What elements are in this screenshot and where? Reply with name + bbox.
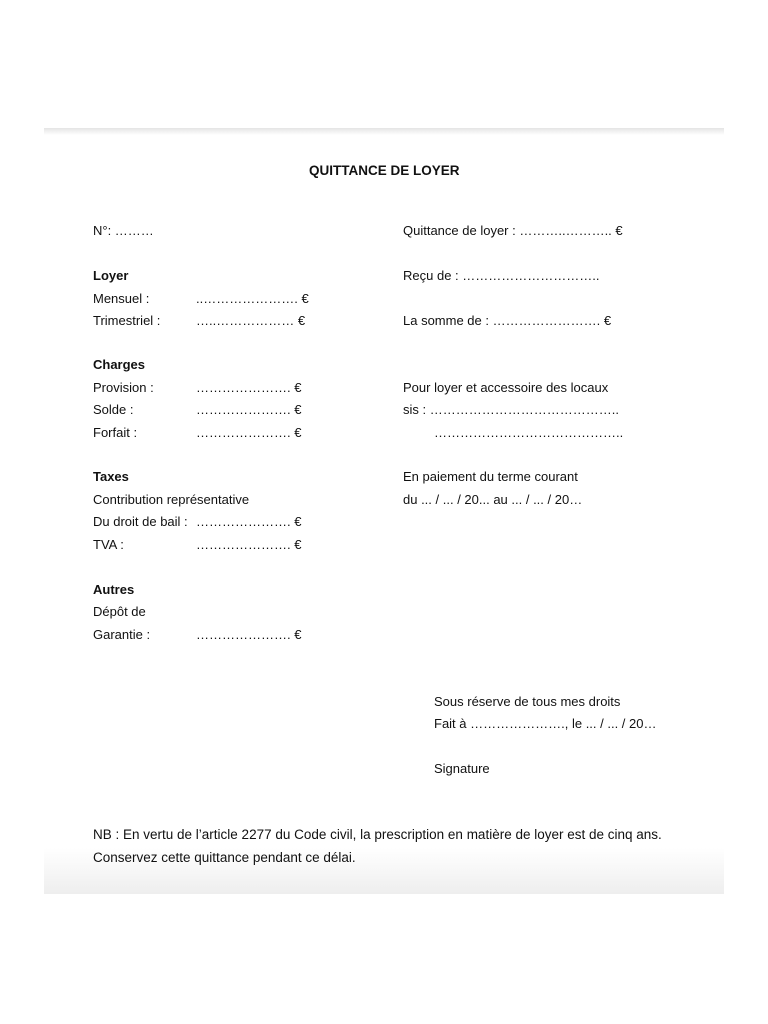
receipt-document [44, 128, 724, 894]
row-label-tva: TVA : [93, 537, 124, 552]
legal-note-line1: NB : En vertu de l’article 2277 du Code civil, la prescription en matière de loyer est de cinq ans. [93, 827, 662, 842]
receipt-number: N°: ……… [93, 223, 154, 238]
section-heading-loyer: Loyer [93, 268, 129, 283]
row-value-garantie: …………………. € [196, 627, 302, 642]
quittance-amount: Quittance de loyer : ………..……….. € [403, 223, 623, 238]
row-label-forfait: Forfait : [93, 425, 138, 440]
row-label-droit-de-bail: Du droit de bail : [93, 514, 188, 529]
locaux-label: Pour loyer et accessoire des locaux [403, 380, 609, 395]
somme-amount: La somme de : ……………………. € [403, 313, 612, 328]
row-value-solde: …………………. € [196, 402, 302, 417]
document-title: QUITTANCE DE LOYER [309, 163, 460, 178]
locaux-address-line2: …………………………………….. [434, 425, 624, 440]
reserve-text: Sous réserve de tous mes droits [434, 694, 621, 709]
recu-de: Reçu de : ………………………….. [403, 268, 600, 283]
legal-note-line2: Conservez cette quittance pendant ce délai. [93, 850, 356, 865]
terme-period: du ... / ... / 20... au ... / ... / 20… [403, 492, 583, 507]
row-label-provision: Provision : [93, 380, 154, 395]
row-value-tva: …………………. € [196, 537, 302, 552]
row-value-droit-de-bail: …………………. € [196, 514, 302, 529]
section-heading-autres: Autres [93, 582, 135, 597]
row-label-mensuel: Mensuel : [93, 291, 150, 306]
locaux-address-line1: sis : …………………………………….. [403, 402, 619, 417]
autres-depot-label: Dépôt de [93, 604, 146, 619]
section-heading-taxes: Taxes [93, 469, 129, 484]
row-label-solde: Solde : [93, 402, 134, 417]
taxes-contribution-label: Contribution représentative [93, 492, 250, 507]
section-heading-charges: Charges [93, 357, 146, 372]
terme-label: En paiement du terme courant [403, 469, 578, 484]
row-label-garantie: Garantie : [93, 627, 151, 642]
row-label-trimestriel: Trimestriel : [93, 313, 161, 328]
row-value-provision: …………………. € [196, 380, 302, 395]
fait-a-line: Fait à …………………., le ... / ... / 20… [434, 716, 657, 731]
row-value-trimestriel: …..……………… € [196, 313, 306, 328]
row-value-forfait: …………………. € [196, 425, 302, 440]
row-value-mensuel: ..…………………. € [196, 291, 309, 306]
signature-label: Signature [434, 761, 490, 776]
